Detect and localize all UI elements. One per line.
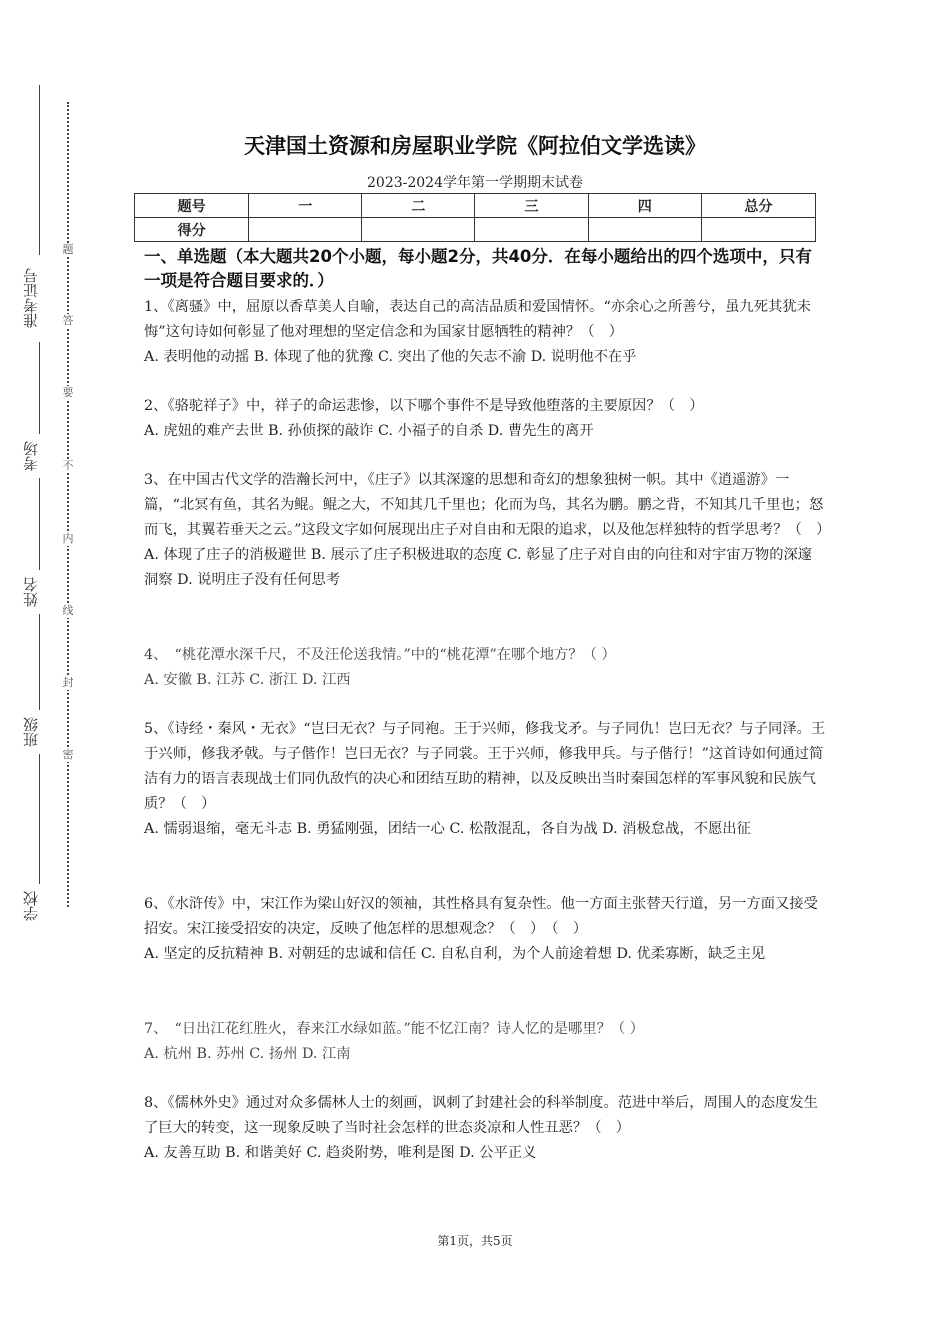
seal-word: 封 [60,676,76,690]
question-stem: 5、《诗经・秦风・无衣》“岂曰无衣？与子同袍。王于兴师，修我戈矛。与子同仇！岂曰无衣？与子同泽。王于兴师，修我矛戟。与子偕作！岂曰无衣？与子同裳。王于兴师，修我甲兵。与子偕行！”这首诗如何通过简洁有力的语言表现战士们同仇敌忾的决心和团结互助的精神，以及反映出当时秦国怎样的军事风貌和民族气质？（ ） [144,721,826,812]
binding-label-exam-room: 考场 [22,441,40,471]
question [144,1091,826,1166]
binding-label-name: 姓名 [22,577,40,607]
score-cell: 三 [475,194,588,218]
score-cell: 得分 [135,218,249,242]
seal-word: 题 [60,243,76,257]
question-stem: 1、《离骚》中，屈原以香草美人自喻，表达自己的高洁品质和爱国情怀。“亦余心之所善兮，虽九死其犹未悔”这句诗如何彰显了他对理想的坚定信念和为国家甘愿牺牲的精神？（ ） [144,299,811,340]
binding-line [39,342,40,434]
binding-line [39,614,40,710]
question [144,1017,826,1067]
page-footer: 第1页，共5页 [437,1234,513,1248]
binding-line [39,754,40,884]
score-cell-blank[interactable] [249,218,362,242]
binding-label-school: 学校 [22,891,40,921]
score-cell-blank[interactable] [701,218,815,242]
score-cell-blank[interactable] [588,218,701,242]
question-stem: 3、在中国古代文学的浩瀚长河中，《庄子》以其深邃的思想和奇幻的想象独树一帜。其中《逍遥游》一篇，“北冥有鱼，其名为鲲。鲲之大，不知其几千里也；化而为鸟，其名为鹏。鹏之背，不知其几千里也；怒而飞，其翼若垂天之云。”这段文字如何展现出庄子对自由和无限的追求，以及他怎样独特的哲学思考？（ ） [144,472,831,538]
score-table [134,193,816,242]
question-options: A. 安徽 B. 江苏 C. 浙江 D. 江西 [144,672,351,688]
score-cell: 题号 [135,194,249,218]
seal-dotted-line [67,102,69,907]
exam-subtitle: 2023-2024学年第一学期期末试卷 [367,175,583,191]
seal-word: 答 [60,314,76,328]
question-stem: 2、《骆驼祥子》中，祥子的命运悲惨，以下哪个事件不是导致他堕落的主要原因？（ ） [144,398,704,414]
score-table-header-row [135,194,816,218]
score-cell-blank[interactable] [362,218,475,242]
seal-word: 密 [60,748,76,762]
binding-label-class: 班级 [22,717,40,747]
question-options: A. 虎妞的难产去世 B. 孙侦探的敲诈 C. 小福子的自杀 D. 曹先生的离开 [144,423,594,439]
question-stem: 6、《水浒传》中，宋江作为梁山好汉的领袖，其性格具有复杂性。他一方面主张替天行道，另一方面又接受招安。宋江接受招安的决定，反映了他怎样的思想观念？（ ） （ ） [144,896,818,937]
score-cell: 四 [588,194,701,218]
seal-word: 要 [60,386,76,400]
question-options: A. 杭州 B. 苏州 C. 扬州 D. 江南 [144,1046,351,1062]
seal-word: 线 [60,604,76,618]
question-options: A. 坚定的反抗精神 B. 对朝廷的忠诚和信任 C. 自私自利，为个人前途着想 D. 优柔寡断，缺乏主见 [144,946,766,962]
question-stem: 4、 “桃花潭水深千尺，不及汪伦送我情。”中的“桃花潭”在哪个地方？（ ） [144,647,616,663]
question-options: A. 表明他的动摇 B. 体现了他的犹豫 C. 突出了他的矢志不渝 D. 说明他不在乎 [144,349,637,365]
question [144,717,826,842]
score-cell-blank[interactable] [475,218,588,242]
page-title: 天津国土资源和房屋职业学院《阿拉伯文学选读》 [244,134,706,158]
score-cell: 二 [362,194,475,218]
score-cell: 一 [249,194,362,218]
score-table-score-row [135,218,816,242]
binding-line [39,85,40,255]
question [144,468,831,593]
score-cell: 总分 [701,194,815,218]
binding-line [39,478,40,570]
question-options: A. 友善互助 B. 和谐美好 C. 趋炎附势，唯利是图 D. 公平正义 [144,1145,537,1161]
section-heading: 一、单选题（本大题共20个小题，每小题2分，共40分．在每小题给出的四个选项中，只有一项是符合题目要求的．） [144,247,812,290]
seal-word: 不 [60,459,76,473]
seal-word: 内 [60,532,76,546]
question-options: A. 体现了庄子的消极避世 B. 展示了庄子积极进取的态度 C. 彰显了庄子对自由的向往和对宇宙万物的深邃洞察 D. 说明庄子没有任何思考 [144,547,813,588]
question [144,295,826,370]
question [144,643,826,693]
question [144,394,826,444]
question-stem: 8、《儒林外史》通过对众多儒林人士的刻画，讽刺了封建社会的科举制度。范进中举后，周围人的态度发生了巨大的转变，这一现象反映了当时社会怎样的世态炎凉和人性丑恶？（ ） [144,1095,818,1136]
question-options: A. 懦弱退缩，毫无斗志 B. 勇猛刚强，团结一心 C. 松散混乱，各自为战 D. 消极怠战，不愿出征 [144,821,751,837]
question [144,892,826,967]
binding-label-exam-id: 准考证号 [22,268,40,328]
question-stem: 7、 “日出江花红胜火，春来江水绿如蓝。”能不忆江南？诗人忆的是哪里？（ ） [144,1021,645,1037]
